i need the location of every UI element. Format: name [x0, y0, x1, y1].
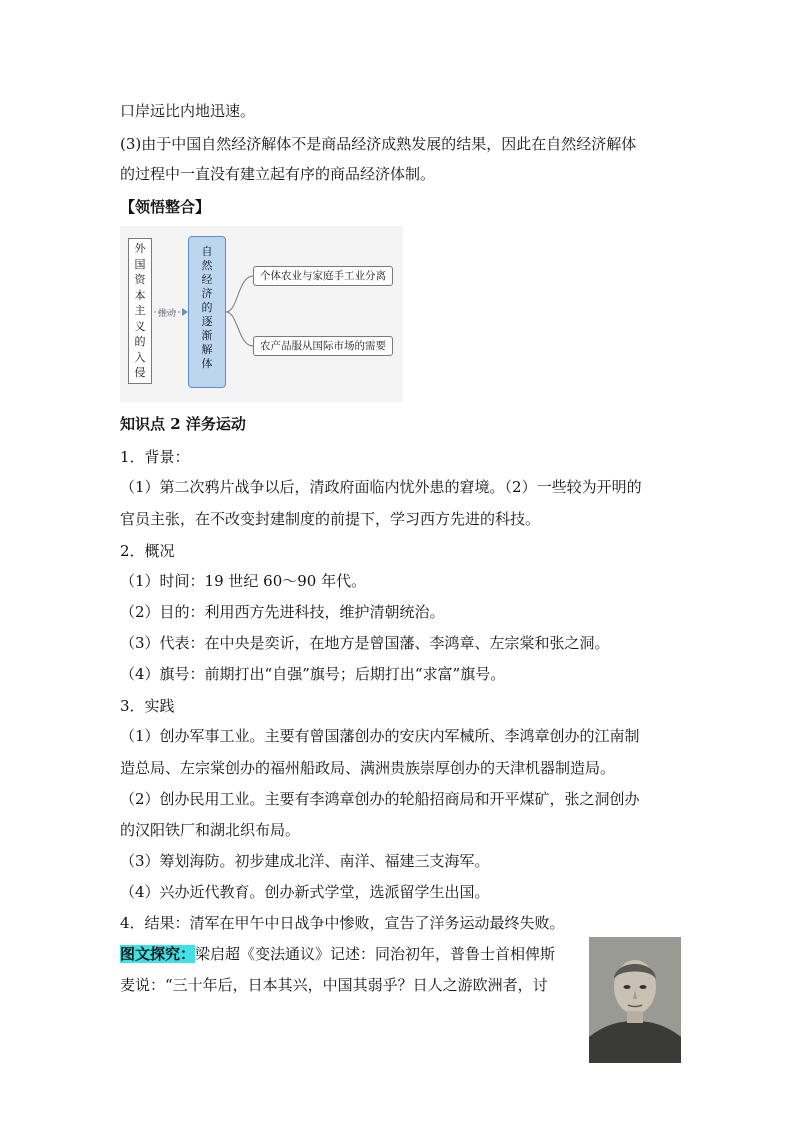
concept-diagram [120, 226, 403, 402]
explore-line-2: 麦说：“三十年后，日本其兴，中国其弱乎？日人之游欧洲者，讨 [120, 976, 548, 994]
text-line: （2）目的：利用西方先进科技，维护清朝统治。 [120, 603, 445, 621]
text-line: 造总局、左宗棠创办的福州船政局、满洲贵族崇厚创办的天津机器制造局。 [120, 759, 616, 777]
text-line: 官员主张，在不改变封建制度的前提下，学习西方先进的科技。 [120, 510, 541, 528]
natural-economy-box: 自 然 经 济 的 逐 渐 解 体 [188, 236, 226, 388]
foreign-capitalism-box: 外 国 资 本 主 义 的 入 侵 [128, 238, 152, 384]
text-line: （3）筹划海防。初步建成北洋、南洋、福建三支海军。 [120, 852, 490, 870]
knowledge-point-title: 知识点 2 洋务运动 [120, 415, 246, 433]
connector-upper [226, 276, 253, 312]
text-line: （3）代表：在中央是奕䜣，在地方是曾国藩、李鸿章、左宗棠和张之洞。 [120, 634, 610, 652]
text-line: 3．实践 [120, 697, 175, 715]
paragraph-3: 的过程中一直没有建立起有序的商品经济体制。 [120, 165, 436, 183]
push-label: 推动 [158, 309, 177, 319]
text-line: 的汉阳铁厂和湖北织布局。 [120, 821, 301, 839]
text-line: （1）第二次鸦片战争以后，清政府面临内忧外患的窘境。（2）一些较为开明的 [120, 478, 642, 496]
connector-lower [226, 312, 253, 346]
text-line: 2．概况 [120, 542, 175, 560]
paragraph-1: 口岸远比内地迅速。 [120, 102, 256, 120]
result-box-2: 农产品服从国际市场的需要 [253, 336, 393, 356]
section-heading: 【领悟整合】 [120, 198, 211, 216]
text-line: 4．结果：清军在甲午中日战争中惨败，宣告了洋务运动最终失败。 [120, 914, 565, 932]
text-line: （4）旗号：前期打出“自强”旗号；后期打出“求富”旗号。 [120, 665, 506, 683]
portrait-photo [589, 937, 681, 1063]
text-line: （2）创办民用工业。主要有李鸿章创办的轮船招商局和开平煤矿，张之洞创办 [120, 790, 640, 808]
text-line: （1）时间：19 世纪 60～90 年代。 [120, 572, 367, 590]
paragraph-2: (3)由于中国自然经济解体不是商品经济成熟发展的结果，因此在自然经济解体 [120, 135, 637, 153]
text-line: （4）兴办近代教育。创办新式学堂，选派留学生出国。 [120, 883, 490, 901]
explore-label: 图文探究： [120, 945, 196, 963]
explore-text-1: 梁启超《变法通议》记述：同治初年，普鲁士首相俾斯 [195, 945, 556, 963]
result-box-1: 个体农业与家庭手工业分离 [253, 266, 393, 286]
text-line: （1）创办军事工业。主要有曾国藩创办的安庆内军械所、李鸿章创办的江南制 [120, 727, 640, 745]
explore-line-1 [120, 944, 555, 964]
text-line: 1．背景： [120, 448, 190, 466]
